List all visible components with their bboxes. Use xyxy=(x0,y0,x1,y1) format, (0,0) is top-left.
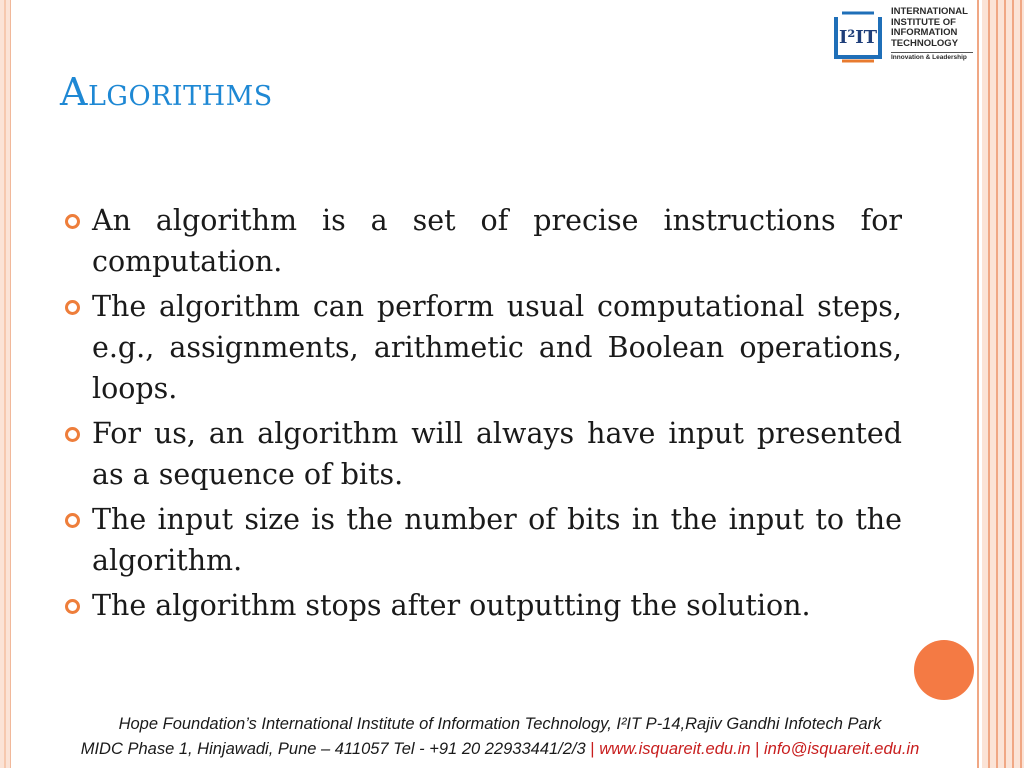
bullet-text: The input size is the number of bits in the input to the algorithm. xyxy=(92,503,902,577)
slide-title: Algorithms xyxy=(60,70,273,114)
bullet-icon xyxy=(65,300,80,315)
svg-text:I²IT: I²IT xyxy=(838,27,878,48)
logo-text-line: INFORMATION xyxy=(891,27,958,38)
footer-separator: | xyxy=(590,740,595,758)
footer-email-link[interactable]: info@isquareit.edu.in xyxy=(764,740,920,758)
bullet-icon xyxy=(65,427,80,442)
bullet-text: For us, an algorithm will always have input presented as a sequence of bits. xyxy=(92,417,902,491)
bullet-list xyxy=(62,200,902,630)
bullet-item xyxy=(62,413,902,495)
bullet-item xyxy=(62,585,902,626)
bullet-item xyxy=(62,499,902,581)
bullet-item xyxy=(62,200,902,282)
logo-text-line: INSTITUTE OF xyxy=(891,16,956,28)
bullet-text: An algorithm is a set of precise instructions for computation. xyxy=(92,204,902,278)
bullet-icon xyxy=(65,214,80,229)
right-border-decoration xyxy=(982,0,1024,768)
bullet-item xyxy=(62,286,902,409)
bullet-icon xyxy=(65,513,80,528)
footer-address-line: Hope Foundation’s International Institute of Information Technology, I²IT P-14,Rajiv Gandhi Infotech Park xyxy=(118,715,882,733)
bullet-text: The algorithm can perform usual computational steps, e.g., assignments, arithmetic and Boolean operations, loops. xyxy=(92,290,902,405)
footer xyxy=(40,712,960,762)
footer-separator: | xyxy=(755,740,760,758)
logo-text-line: TECHNOLOGY xyxy=(891,37,959,49)
i2it-logo xyxy=(832,7,972,69)
footer-website-link[interactable]: www.isquareit.edu.in xyxy=(599,740,751,758)
footer-contact-line xyxy=(40,737,960,762)
bullet-icon xyxy=(65,599,80,614)
logo-text-line: INTERNATIONAL xyxy=(891,6,968,17)
logo-tagline: Innovation & Leadership xyxy=(891,52,973,62)
right-border-line xyxy=(977,0,979,768)
i2it-logo-icon xyxy=(832,9,884,65)
footer-address-line-2: MIDC Phase 1, Hinjawadi, Pune – 411057 Tel - +91 20 22933441/2/3 xyxy=(80,740,586,758)
bullet-text: The algorithm stops after outputting the solution. xyxy=(92,589,811,622)
left-border-decoration xyxy=(0,0,11,768)
decorative-circle xyxy=(914,640,974,700)
